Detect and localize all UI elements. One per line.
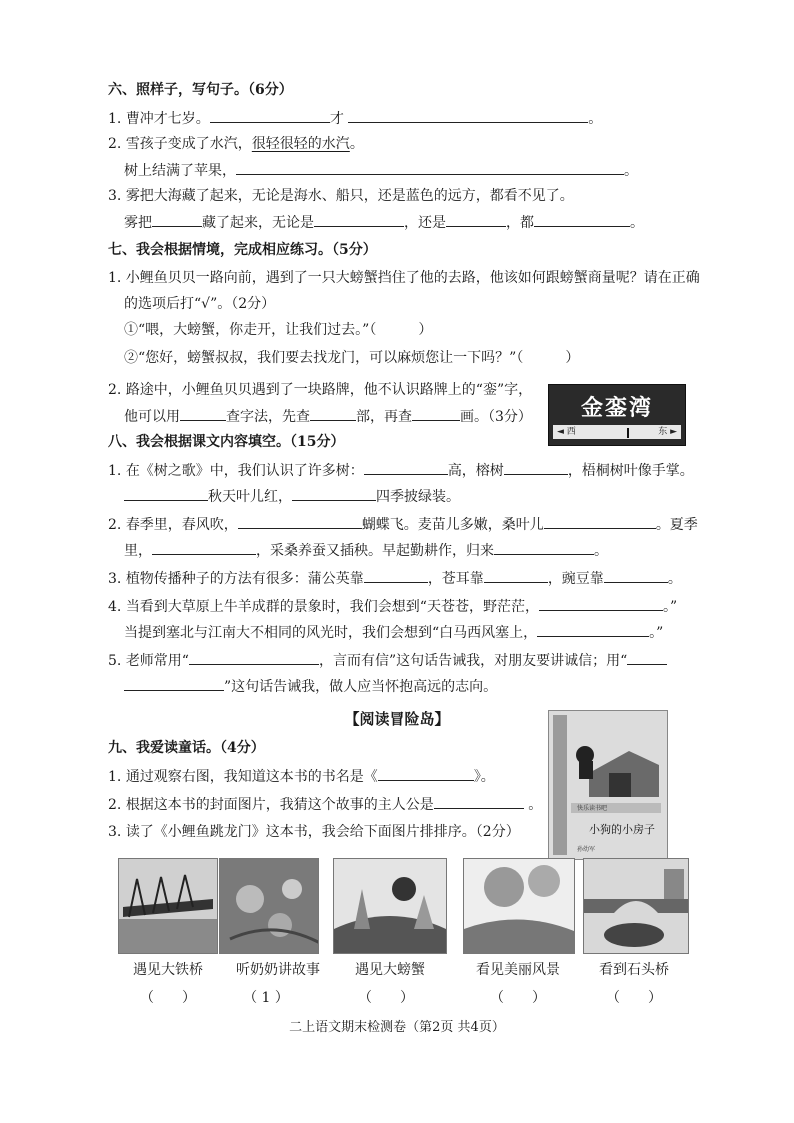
picture-big-crab xyxy=(333,858,447,954)
caption-beautiful-scenery: 看见美丽风景 xyxy=(476,962,560,978)
blank[interactable] xyxy=(446,212,506,227)
order-grandma-story[interactable]: （ 1 ） xyxy=(243,990,289,1006)
sec6-q2-fill: 树上结满了苹果， 。 xyxy=(124,160,638,181)
section-7-title: 七、我会根据情境，完成相应练习。（5分） xyxy=(108,242,377,258)
sec9-q2: 2. 根据这本书的封面图片，我猜这个故事的主人公是 。 xyxy=(108,794,542,815)
blank[interactable] xyxy=(544,514,656,529)
order-big-crab[interactable]: （ ） xyxy=(358,990,414,1006)
order-beautiful-scenery[interactable]: （ ） xyxy=(490,990,546,1006)
sec8-q1-line2: 秋天叶儿红， 四季披绿装。 xyxy=(124,486,460,507)
caption-stone-bridge: 看到石头桥 xyxy=(599,962,669,978)
blank[interactable] xyxy=(484,568,548,583)
sign-west-label: ◄ 西 xyxy=(557,427,576,437)
caption-iron-bridge: 遇见大铁桥 xyxy=(133,962,203,978)
blank[interactable] xyxy=(412,406,460,421)
blank[interactable] xyxy=(314,212,404,227)
section-6-title: 六、照样子，写句子。（6分） xyxy=(108,82,293,98)
sec8-q2-line1: 2. 春季里，春风吹， 蝴蝶飞。麦苗儿多嫩，桑叶儿 。夏季 xyxy=(108,514,698,535)
blank[interactable] xyxy=(539,596,663,611)
sec8-q2-line2: 里， ，采桑养蚕又插秧。早起勤耕作，归来 。 xyxy=(124,540,608,561)
sec8-q3: 3. 植物传播种子的方法有很多：蒲公英靠 ，苍耳靠 ，豌豆靠 。 xyxy=(108,568,682,589)
sec7-q2-line2: 他可以用 查字法，先查 部，再查 画。（3分） xyxy=(124,406,532,427)
blank[interactable] xyxy=(534,212,630,227)
picture-stone-bridge xyxy=(583,858,689,954)
blank[interactable] xyxy=(180,406,226,421)
picture-grandma-story xyxy=(219,858,319,954)
sign-east-label: 东 ► xyxy=(658,427,677,437)
road-sign-image xyxy=(548,384,686,446)
sec7-option-2[interactable]: ②“您好，螃蟹叔叔，我们要去找龙门，可以麻烦您让一下吗？”（ ） xyxy=(124,350,580,366)
blank[interactable] xyxy=(604,568,668,583)
sec8-q1-line1: 1. 在《树之歌》中，我们认识了许多树： 高，榕树 ，梧桐树叶像手掌。 xyxy=(108,460,694,481)
blank[interactable] xyxy=(124,486,208,501)
page-footer: 二上语文期末检测卷（第2页 共4页） xyxy=(289,1020,505,1035)
sec6-q1: 1. 曹冲才七岁。 才 。 xyxy=(108,108,602,129)
sec9-q3: 3. 读了《小鲤鱼跳龙门》这本书，我会给下面图片排排序。（2分） xyxy=(108,824,520,840)
sec9-q1: 1. 通过观察右图，我知道这本书的书名是《 》。 xyxy=(108,766,495,787)
blank[interactable] xyxy=(152,540,256,555)
road-sign-text: 金銮湾 xyxy=(580,395,653,421)
sec6-q2: 2. 雪孩子变成了水汽，很轻很轻的水汽。 xyxy=(108,136,364,152)
picture-iron-bridge xyxy=(118,858,218,954)
blank[interactable] xyxy=(434,794,524,809)
blank[interactable] xyxy=(348,108,588,123)
blank[interactable] xyxy=(494,540,594,555)
sec7-option-1[interactable]: ①“喂，大螃蟹，你走开，让我们过去。”（ ） xyxy=(124,322,433,338)
blank[interactable] xyxy=(310,406,356,421)
caption-big-crab: 遇见大螃蟹 xyxy=(355,962,425,978)
book-cover-illustration xyxy=(549,711,667,859)
blank[interactable] xyxy=(292,486,376,501)
blank[interactable] xyxy=(210,108,330,123)
blank[interactable] xyxy=(627,650,667,665)
order-iron-bridge[interactable]: （ ） xyxy=(140,990,196,1006)
sec8-q5-line2: ”这句话告诫我，做人应当怀抱高远的志向。 xyxy=(124,676,497,697)
blank[interactable] xyxy=(504,460,568,475)
blank[interactable] xyxy=(152,212,202,227)
sec6-q3-fill: 雾把 藏了起来，无论是 ，还是 ，都 。 xyxy=(124,212,644,233)
book-title-text: 小狗的小房子 xyxy=(589,823,655,836)
sign-divider xyxy=(627,428,629,438)
sec8-q4-line1: 4. 当看到大草原上牛羊成群的景象时，我们会想到“天苍苍，野茫茫， 。” xyxy=(108,596,677,617)
sec7-q1-line2: 的选项后打“√”。（2分） xyxy=(124,296,276,312)
book-author-text: 孙幼军 xyxy=(577,846,596,853)
blank[interactable] xyxy=(236,160,624,175)
reading-header: 【阅读冒险岛】 xyxy=(344,710,450,728)
road-sign-direction-bar xyxy=(553,425,681,439)
sec6-q3: 3. 雾把大海藏了起来，无论是海水、船只，还是蓝色的远方，都看不见了。 xyxy=(108,188,574,204)
caption-grandma-story: 听奶奶讲故事 xyxy=(236,962,320,978)
sec8-q5-line1: 5. 老师常用“ ，言而有信”这句话告诫我，对朋友要讲诚信；用“ xyxy=(108,650,667,671)
sec7-q1-line1: 1. 小鲤鱼贝贝一路向前，遇到了一只大螃蟹挡住了他的去路，他该如何跟螃蟹商量呢？请在正确 xyxy=(108,270,700,286)
section-9-title: 九、我爱读童话。（4分） xyxy=(108,740,265,756)
order-stone-bridge[interactable]: （ ） xyxy=(606,990,662,1006)
sec8-q4-line2: 当提到塞北与江南大不相同的风光时，我们会想到“白马西风塞上， 。” xyxy=(124,622,663,643)
blank[interactable] xyxy=(124,676,224,691)
blank[interactable] xyxy=(238,514,362,529)
sec7-q2-line1: 2. 路途中，小鲤鱼贝贝遇到了一块路牌，他不认识路牌上的“銮”字， xyxy=(108,382,533,398)
blank[interactable] xyxy=(364,460,448,475)
book-cover-image xyxy=(548,710,668,860)
section-8-title: 八、我会根据课文内容填空。（15分） xyxy=(108,434,345,450)
book-series-text: 快乐读书吧 xyxy=(577,805,608,812)
picture-beautiful-scenery xyxy=(463,858,575,954)
blank[interactable] xyxy=(364,568,428,583)
blank[interactable] xyxy=(378,766,474,781)
blank[interactable] xyxy=(189,650,319,665)
blank[interactable] xyxy=(537,622,649,637)
